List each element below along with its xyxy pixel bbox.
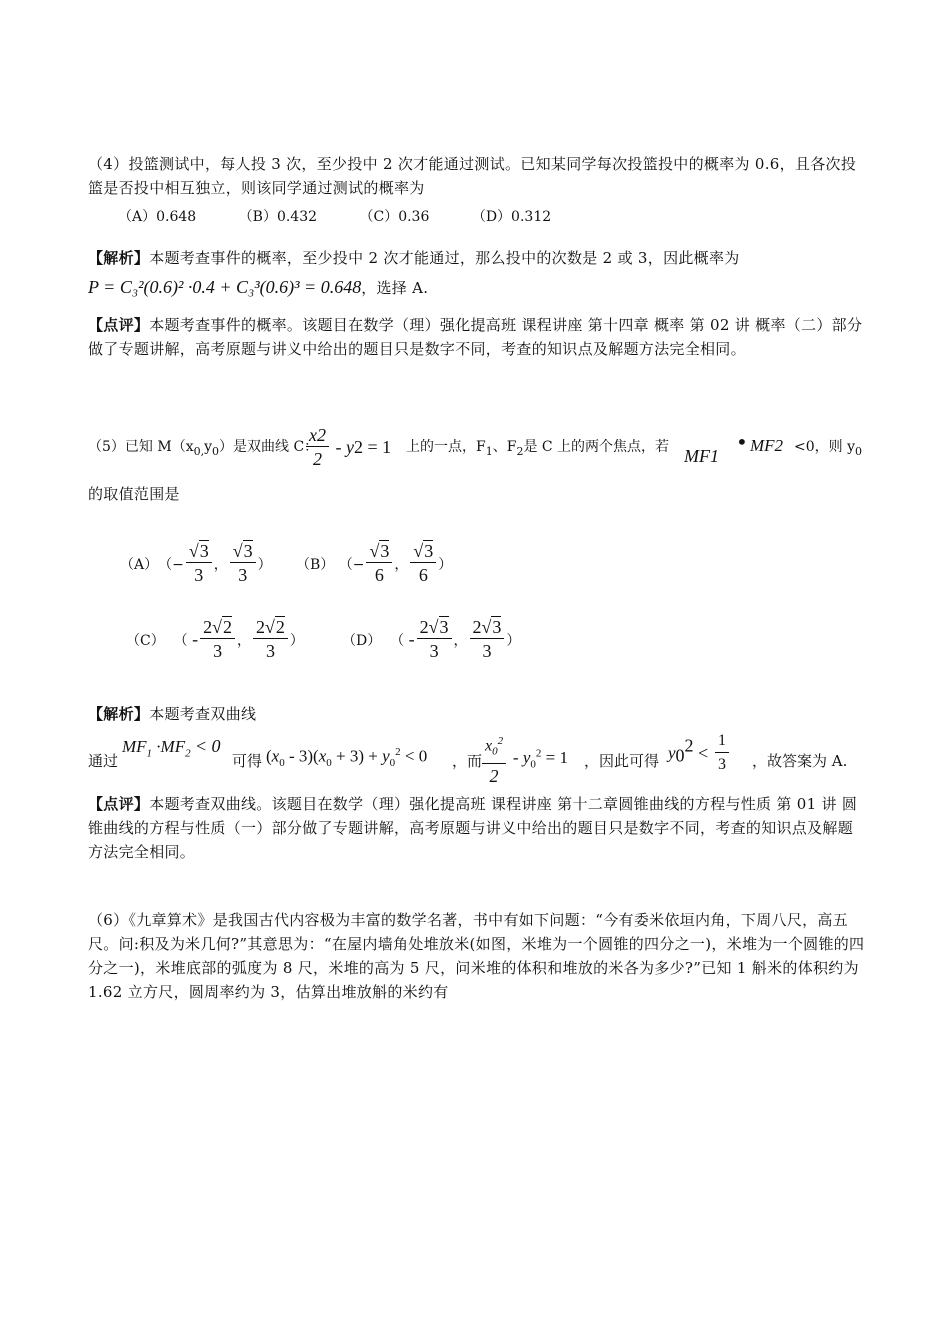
q4-option-d: （D）0.312 — [471, 209, 552, 225]
q5-comment: 【点评】本题考查双曲线。该题目在数学（理）强化提高班 课程讲座 第十二章圆锥曲线的方程与性质 第 01 讲 圆锥曲线的方程与性质（一）部分做了专题讲解，高考原题与讲义中给出的题目只是数字不同，考查的知识点及解题方法完全相同。 — [88, 795, 858, 861]
q5-option-d: （D） （ - $\frac{2√3}{3}$ ， $\frac{2√3}{3}$ ） — [342, 617, 521, 661]
question-6 — [88, 908, 868, 1004]
q4-comment-text: 本题考查事件的概率。该题目在数学（理）强化提高班 课程讲座 第十四章 概率 第 02 讲 概率（二）部分做了专题讲解，高考原题与讲义中给出的题目只是数字不同，考查的知识点及解题方法完全相同。 — [88, 316, 863, 358]
q4-options — [88, 206, 868, 228]
q5-option-a: （A） （− $\frac{√3}{3}$ ， $\frac{√3}{3}$ ） — [120, 541, 272, 585]
q5-stem: （5）已知 $M(x_{0,}y_0)$是双曲线 C： $\frac{x2}{2}$ - y2 = 1 上的一点，$F_1$、$F_2$是 C 上的两个焦点，若 MF1 • MF2 <0，则 $y_0$ — [88, 425, 862, 469]
q4-analysis — [88, 246, 868, 270]
q5-vector-mf2: MF2 — [750, 436, 784, 455]
q5-option-c: （C） （ - $\frac{2√2}{3}$ ， $\frac{2√2}{3}$ ） — [126, 617, 304, 661]
q4-analysis-tag: 【解析】 — [88, 249, 150, 267]
q5-hyperbola-eq: $\frac{x2}{2}$ - y2 = 1 — [304, 424, 391, 471]
q4-option-c: （C）0.36 — [359, 209, 430, 225]
q4-formula-tail: ，选择 A. — [361, 279, 429, 297]
question-4 — [88, 152, 868, 228]
q4-option-b: （B）0.432 — [238, 209, 318, 225]
q5-option-b: （B） （− $\frac{√3}{6}$ ， $\frac{√3}{6}$ ） — [296, 541, 453, 585]
q5-analysis: 【解析】本题考查双曲线 — [88, 705, 257, 723]
q5-analysis-formula: 通过 $MF_1 \cdot MF_2 < 0$ 可得 $(x_0 - 3)(x_0 + 3) + y_0^2 < 0$ ，而 $\frac{x_0^2}{2}$ - $y_0^2 = 1$ ，因此可得 $y_0^2$ < $\frac{1}{3}$ ，故答案为 A. — [88, 732, 848, 786]
q6-stem: （6）《九章算术》是我国古代内容极为丰富的数学名著，书中有如下问题：“今有委米依垣内角，下周八尺，高五尺。问:积及为米几何?”其意思为：“在屋内墙角处堆放米(如图，米堆为一个圆锥的四分之一)，米堆为一个圆锥的四分之一)，米堆底部的弧度为 8 尺，米堆的高为 5 尺，问米堆的体积和堆放的米各为多少?”已知 1 斛米的体积约为 1.62 立方尺，圆周率约为 3，估算出堆放斛的米约有 — [88, 911, 865, 1001]
q4-option-a: （A）0.648 — [118, 209, 197, 225]
q4-formula: P = C₃²(0.6)² ·0.4 + C₃³(0.6)³ = 0.648 — [88, 277, 362, 297]
q4-analysis-text: 本题考查事件的概率，至少投中 2 次才能通过，那么投中的次数是 2 或 3，因此概率为 — [149, 249, 740, 267]
q4-stem: （4）投篮测试中，每人投 3 次，至少投中 2 次才能通过测试。已知某同学每次投篮投中的概率为 0.6，且各次投篮是否投中相互独立，则该同学通过测试的概率为 — [88, 155, 857, 197]
q5-vector-mf1: MF1 — [684, 446, 719, 466]
q5-stem-tail: 的取值范围是 — [88, 485, 180, 503]
q4-comment — [88, 313, 868, 361]
q4-formula-line — [88, 276, 868, 300]
q4-comment-tag: 【点评】 — [88, 316, 150, 334]
